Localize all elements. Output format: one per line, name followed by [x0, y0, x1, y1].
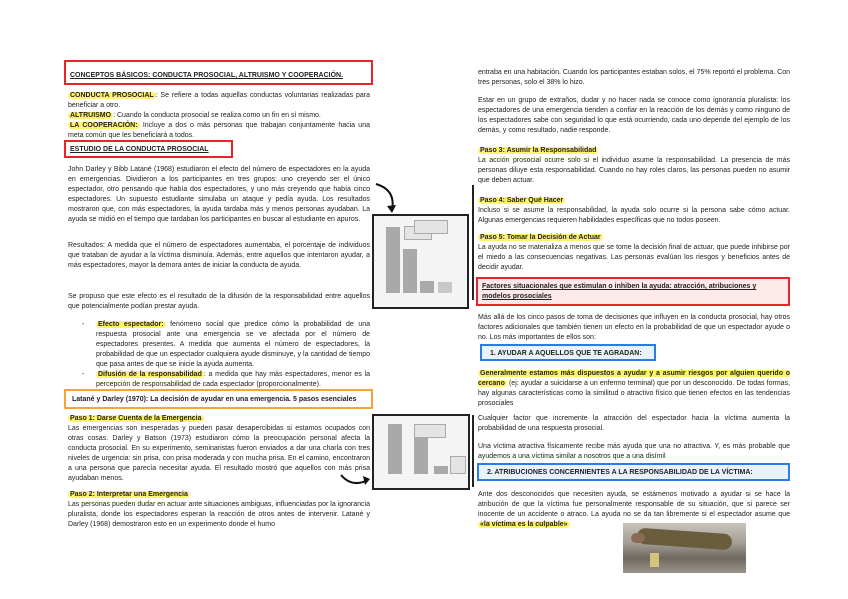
list-item — [82, 370, 370, 390]
curved-arrow-icon — [338, 470, 372, 490]
divider — [472, 185, 474, 300]
bar-chart-figure-2 — [372, 414, 470, 490]
paragraph-text: Ante dos desconocidos que necesiten ayuda, se estámenos motivado a ayudar si se hace la atribución de que la víctima fue personalmente responsable de su situación, que si parece ser inocente de un accidente o atraco. La ayuda no se da tan libremente si el espectador asume que — [478, 491, 790, 518]
paso-1 — [68, 414, 370, 484]
paso-title: Paso 4: Saber Qué Hacer — [480, 197, 564, 204]
term-cooperacion: LA COOPERACIÓN: — [70, 122, 138, 129]
section-heading-box — [64, 140, 233, 158]
factors-heading: Factores situacionales que estimulan o inhiben la ayuda: atracción, atribuciones y modelos prosociales — [482, 283, 757, 300]
paragraph: Se propuso que este efecto es el resultado de la difusión de la responsabilidad entre aquellos que potencialmente podían prestar ayuda. — [68, 293, 370, 310]
bullet-list — [82, 320, 370, 390]
curved-arrow-icon — [372, 180, 402, 215]
factor-1-box: 1. AYUDAR A AQUELLOS QUE TE AGRADAN: — [480, 344, 656, 361]
definitions — [68, 91, 370, 141]
callout-box: Latané y Darley (1970): La decisión de ayudar en una emergencia. 5 pasos esenciales — [64, 389, 373, 409]
paso-5 — [478, 233, 790, 273]
page-title: CONCEPTOS BÁSICOS: CONDUCTA PROSOCIAL, ALTRUISMO Y COOPERACIÓN. — [70, 72, 344, 79]
paragraph-text: (ej: ayudar a suicidarse a un enfermo terminal) que por un desconocido. De todas formas, hay algunas características como la similitud o atractivo físico que tienen efectos en las tendencias prosociales — [478, 380, 790, 407]
def-text: Incluye a dos o más personas que trabajan conjuntamente hacia una meta común que les beneficiará a todos. — [68, 122, 370, 139]
paso-text: La acción prosocial ocurre solo si el individuo asume la responsabilidad. La presencia de más personas diluye esta responsabilidad. Cuando no hay roles claros, las personas pueden no asumir que deben actuar. — [478, 157, 790, 184]
factor-2-box: 2. ATRIBUCIONES CONCERNIENTES A LA RESPONSABILIDAD DE LA VÍCTIMA: — [477, 463, 790, 481]
term-conducta-prosocial: CONDUCTA PROSOCIAL — [70, 92, 154, 99]
paso-title: Paso 5: Tomar la Decisión de Actuar — [480, 234, 601, 241]
paso-text: Las personas pueden dudar en actuar ante situaciones ambiguas, influenciadas por la ignorancia pluralista, donde los espectadores esperan la reacción de otros antes de intervenir. Latané y Darley (1968) demostraron esto en un experimento donde el humo — [68, 501, 370, 528]
highlight-text: «la víctima es la culpable» — [480, 521, 568, 528]
def-text: : Cuando la conducta prosocial se realiza como un fin en sí mismo. — [113, 112, 321, 119]
list-item — [82, 320, 370, 370]
paragraph: John Darley y Bibb Latané (1968) estudiaron el efecto del número de espectadores en la ayuda en emergencias. Dividieron a los participantes en tres grupos: uno creyendo ser el único espectador, otro pensando que había dos espectadores, y uno más creyendo que había cinco espectadores. Un supuesto estudiante simulaba un ataque y pedía ayuda. Los resultados mostraron que, con más espectadores, la ayuda tardaba más y menos personas ayudaban. La ayuda se midió en el tiempo que tardaban los participantes en buscar al estudiante en apuros. — [68, 166, 370, 223]
title-box — [64, 60, 373, 85]
paragraph: Estar en un grupo de extraños, dudar y no hacer nada se conoce como ignorancia pluralista: los espectadores de una emergencia tienden a confiar en la reacción de los demás y como ninguno de los espectadores sabe con seguridad lo que está ocurriendo, cada uno depende del ejemplo de los demás, y como resultado, nadie responde. — [478, 97, 790, 134]
paragraph: Resultados: A medida que el número de espectadores aumentaba, el porcentaje de individuos que trataban de ayudar a la víctima disminuía. Además, entre aquellos que intentaron ayudar, a más espectadores, mayor la demora antes de iniciar la conducta de ayuda. — [68, 242, 370, 269]
paragraph: Cualquier factor que incremente la atracción del espectador hacia la víctima aumenta la probabilidad de una respuesta prosocial. — [478, 415, 790, 432]
paso-2 — [68, 490, 370, 530]
bar-chart-figure-1 — [372, 214, 469, 309]
paso-text: Incluso si se asume la responsabilidad, la ayuda solo ocurre si la persona sabe cómo actuar. Algunas emergencias requieren habilidades específicas que no todos poseen. — [478, 207, 790, 224]
bullet-term: Efecto espectador: — [98, 321, 164, 328]
paso-3 — [478, 146, 790, 186]
photo-person-lying-on-steps — [623, 523, 746, 573]
bullet-term: Difusión de la responsabilidad — [98, 371, 202, 378]
paso-text: Las emergencias son inesperadas y pueden pasar desapercibidas si estamos ocupados con otras cosas. Darley y Batson (1973) estudiaron cómo la preocupación personal afecta la conducta prosocial. En su experimento, seminaristas fueron enviados a dar una charla con tres niveles de urgencia: sin prisa, con prisa moderada y con mucha prisa. En el camino, encontraron a una persona que parecía necesitar ayuda. El resultado mostró que aquellos con más prisa ayudaban menos. — [68, 425, 370, 482]
bullet-text: fenómeno social que predice cómo la probabilidad de una respuesta prosocial ante una emergencia se ve afectada por el número de espectadores presentes. A medida que aumenta el número de espectadores, la probabilidad de que un espectador cualquiera ayude disminuye, y la cantidad de tiempo que pasa antes de que se inicie la ayuda aumenta. — [96, 321, 370, 368]
highlight-text: Generalmente estamos más dispuestos a ayudar y a asumir riesgos por alguien querido o cercano — [478, 370, 790, 387]
paso-title: Paso 2: Interpretar una Emergencia — [70, 491, 188, 498]
divider — [472, 415, 474, 487]
def-text: : Se refiere a todas aquellas conductas voluntarias realizadas para beneficiar a otro. — [68, 92, 370, 109]
paso-text: La ayuda no se materializa a menos que se tome la decisión final de actuar, que puede inhibirse por el miedo a las consecuencias negativas. Las personas evalúan los riesgos y beneficios antes de decidir ayudar. — [478, 244, 790, 271]
factors-box — [476, 277, 790, 306]
bullet-text: : a medida que hay más espectadores, menor es la percepción de responsabilidad de cada espectador (proporcionalmente). — [96, 371, 370, 388]
paragraph: Una víctima atractiva físicamente recibe más ayuda que una no atractiva. Y, es más probable que ayudemos a una víctima similar a nosotros que a una disímil — [478, 443, 790, 460]
paragraph — [478, 369, 790, 409]
paso-title: Paso 1: Darse Cuenta de la Emergencia — [70, 415, 202, 422]
section-heading: ESTUDIO DE LA CONDUCTA PROSOCIAL — [70, 146, 209, 153]
paragraph: entraba en una habitación. Cuando los participantes estaban solos, el 75% reportó el problema. Con tres personas, solo el 38% lo hizo. — [478, 69, 790, 86]
paso-4 — [478, 196, 790, 226]
paso-title: Paso 3: Asumir la Responsabilidad — [480, 147, 597, 154]
term-altruismo: ALTRUISMO — [70, 112, 112, 119]
paragraph: Más allá de los cinco pasos de toma de decisiones que influyen en la conducta prosocial, hay otros factores adicionales que también tienen un efecto en la probabilidad de que un espectador ayude o no. Los más importantes de ellos son: — [478, 314, 790, 341]
